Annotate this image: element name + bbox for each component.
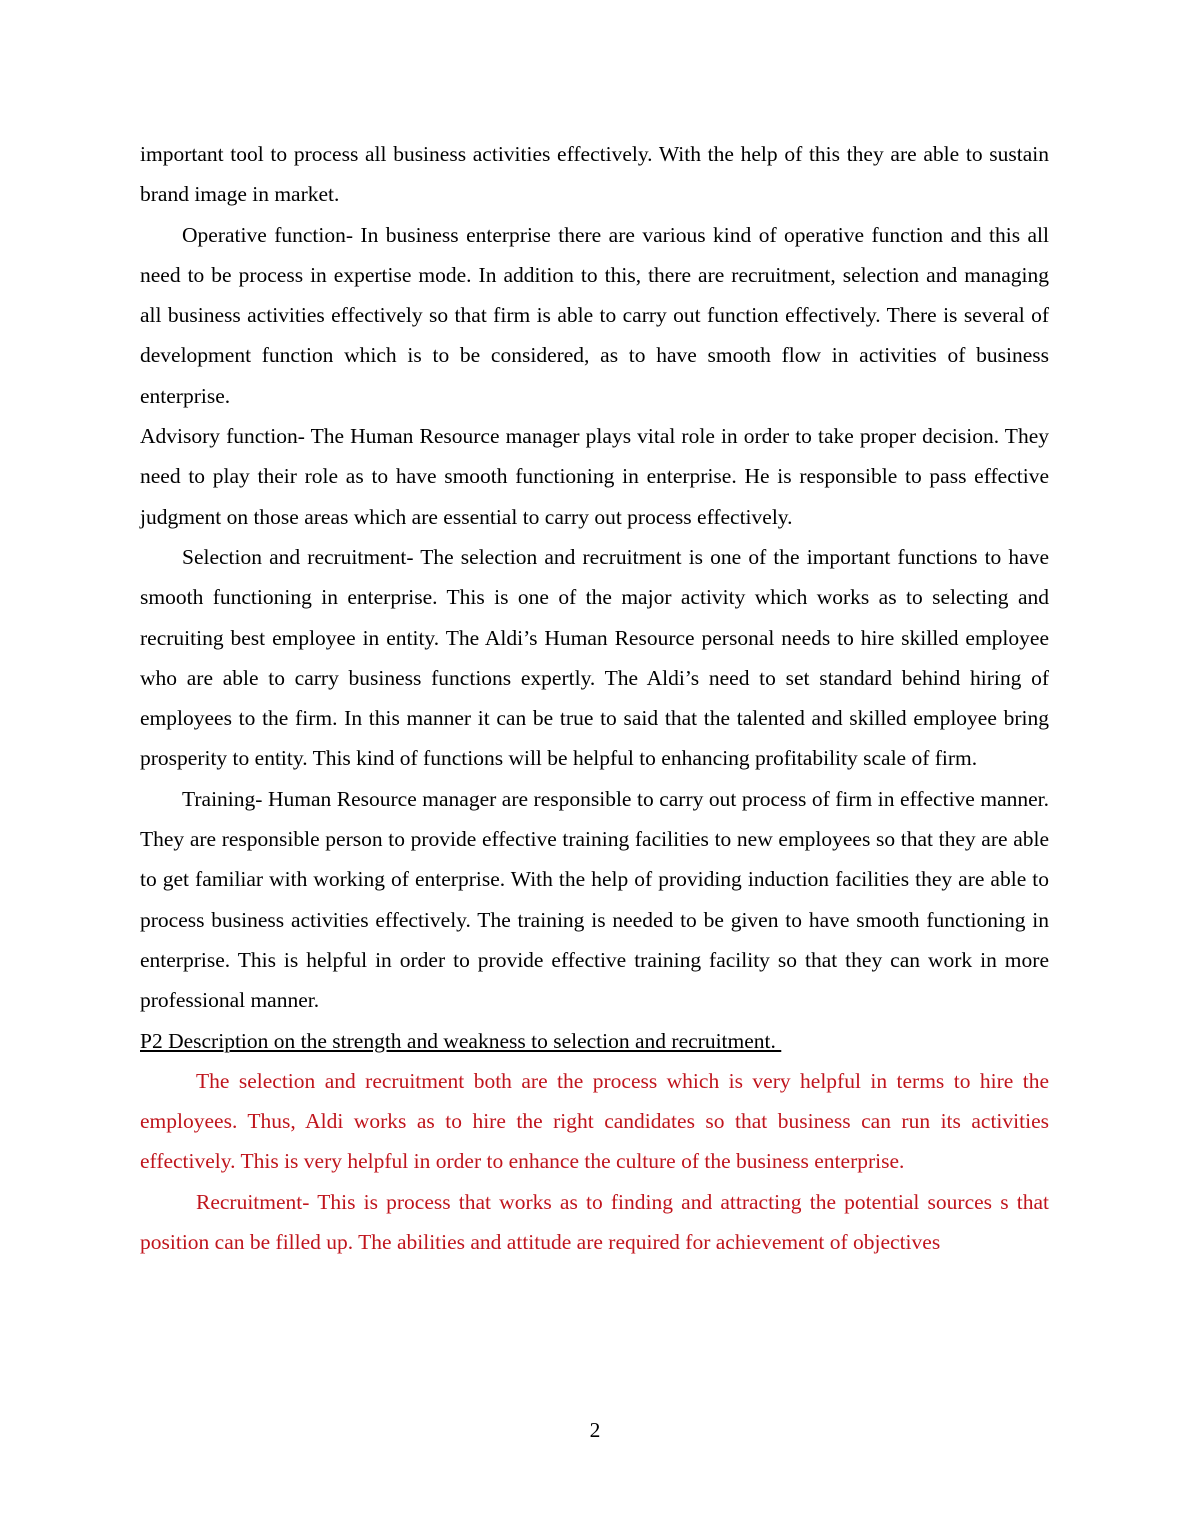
paragraph-advisory-function: Advisory function- The Human Resource manager plays vital role in order to take proper decision. They need to play their role as to have smooth functioning in enterprise. He is responsible to pass effective judgment on those areas which are essential to carry out process effectively.	[140, 424, 1049, 529]
paragraph-training: Training- Human Resource manager are responsible to carry out process of firm in effective manner. They are responsible person to provide effective training facilities to new employees so that they are able to get familiar with working of enterprise. With the help of providing induction facilities they are able to process business activities effectively. The training is needed to be given to have smooth functioning in enterprise. This is helpful in order to provide effective training facility so that they can work in more professional manner.	[140, 786, 1049, 1013]
paragraph-intro-continuation: important tool to process all business activities effectively. With the help of this they are able to sustain brand image in market.	[140, 142, 1049, 207]
paragraph-red-recruitment: Recruitment- This is process that works as to finding and attracting the potential sources s that position can be filled up. The abilities and attitude are required for achievement of objectives	[140, 1189, 1049, 1255]
page-number: 2	[589, 1418, 601, 1442]
paragraph-selection-recruitment: Selection and recruitment- The selection and recruitment is one of the important functions to have smooth functioning in enterprise. This is one of the major activity which works as to selecting and recruiting best employee in entity. The Aldi’s Human Resource personal needs to hire skilled employee who are able to carry business functions expertly. The Aldi’s need to set standard behind hiring of employees to the firm. In this manner it can be true to said that the talented and skilled employee bring prosperity to entity. This kind of functions will be helpful to enhancing profitability scale of firm.	[140, 544, 1049, 771]
paragraph-operative-function: Operative function- In business enterprise there are various kind of operative function and this all need to be process in expertise mode. In addition to this, there are recruitment, selection and managing all business activities effectively so that firm is able to carry out function effectively. There is several of development function which is to be considered, as to have smooth flow in activities of business enterprise.	[140, 222, 1049, 408]
paragraph-red-intro: The selection and recruitment both are the process which is very helpful in terms to hire the employees. Thus, Aldi works as to hire the right candidates so that business can run its activities effectively. This is very helpful in order to enhance the culture of the business enterprise.	[140, 1068, 1049, 1174]
section-heading-p2: P2 Description on the strength and weakness to selection and recruitment.	[140, 1028, 782, 1053]
page-body	[140, 134, 1049, 1262]
